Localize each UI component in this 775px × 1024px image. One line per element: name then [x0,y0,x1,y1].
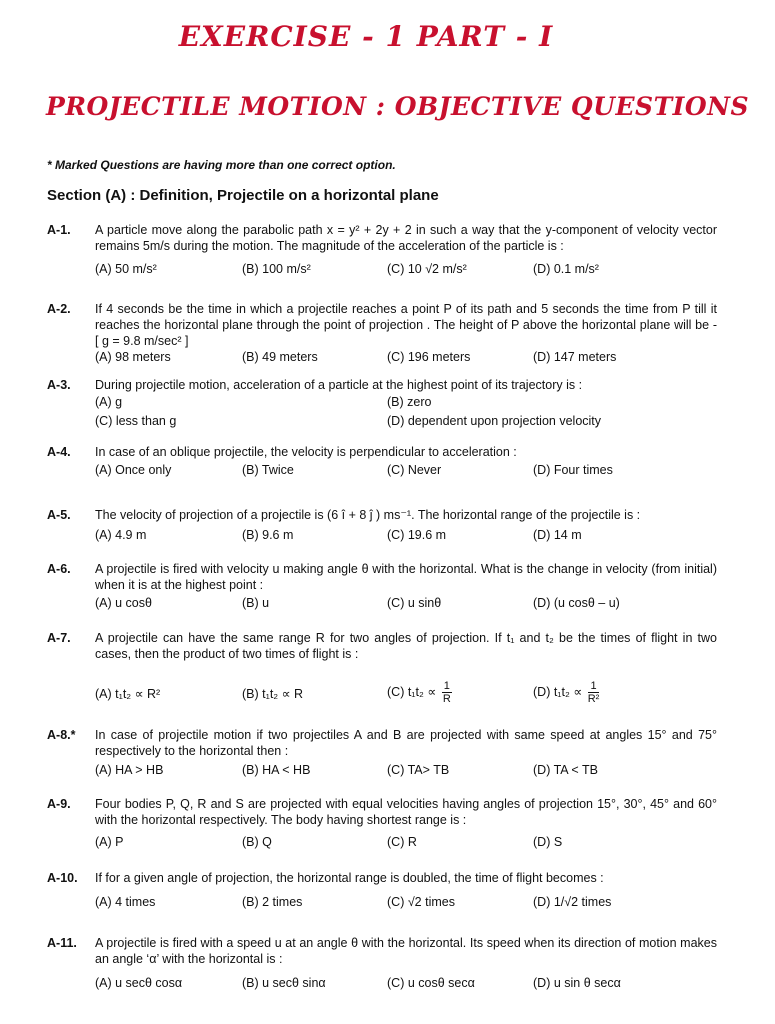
option-a: (A) t₁t₂ ∝ R² [95,687,161,701]
marked-questions-note: * Marked Questions are having more than one correct option. [47,158,396,172]
question-a4 [47,444,727,484]
option-c: (C) 196 meters [387,350,471,364]
option-c: (C) Never [387,463,442,477]
option-a: (A) P [95,835,124,849]
option-d [533,680,599,705]
fraction-denominator: R [442,693,451,705]
question-a1 [47,222,727,282]
option-c: (C) u cosθ secα [387,976,475,990]
option-c: (C) u sinθ [387,596,442,610]
option-d: (D) (u cosθ – u) [533,596,620,610]
option-b: (B) u secθ sinα [242,976,326,990]
option-c-label: (C) t₁t₂ ∝ [387,684,437,699]
option-d: (D) Four times [533,463,613,477]
option-a: (A) u cosθ [95,596,152,610]
option-c: (C) 19.6 m [387,528,447,542]
question-text: Four bodies P, Q, R and S are projected with equal velocities having angles of projection 15°, 30°, 45° and 60° with the horizontal respectively. The body having shortest range is : [95,797,717,827]
question-number: A-3. [47,378,71,392]
section-heading: Section (A) : Definition, Projectile on a horizontal plane [47,187,439,204]
option-b: (B) 100 m/s² [242,262,311,276]
option-b: (B) HA < HB [242,763,311,777]
question-text: The velocity of projection of a projectile is (6 î + 8 ĵ ) ms⁻¹. The horizontal range of the projectile is : [95,508,641,522]
option-d-label: (D) t₁t₂ ∝ [533,684,583,699]
option-d: (D) dependent upon projection velocity [387,414,602,428]
question-text: In case of an oblique projectile, the velocity is perpendicular to acceleration : [95,445,517,459]
question-number: A-5. [47,508,71,522]
option-d: (D) 1/√2 times [533,895,612,909]
question-a7 [47,630,727,712]
option-a: (A) HA > HB [95,763,164,777]
question-number: A-2. [47,302,71,316]
option-d: (D) u sin θ secα [533,976,621,990]
question-number: A-6. [47,562,71,576]
option-a: (A) 4 times [95,895,156,909]
question-text: A particle move along the parabolic path x = y² + 2y + 2 in such a way that the y-component of velocity vector remains 5m/s during the motion. The magnitude of the acceleration of the particle is : [95,223,717,253]
option-b: (B) u [242,596,270,610]
fraction-denominator: R² [587,693,600,705]
question-a2 [47,301,727,369]
question-number: A-1. [47,223,71,237]
options-row [95,261,735,279]
question-a11 [47,935,727,995]
chapter-title: PROJECTILE MOTION : OBJECTIVE QUESTIONS [45,92,750,121]
options-row [95,349,735,367]
option-c: (C) TA> TB [387,763,450,777]
question-a5 [47,507,727,547]
option-d: (D) 0.1 m/s² [533,262,599,276]
options-row [95,413,735,431]
option-c [387,680,452,705]
question-number: A-7. [47,631,71,645]
option-c: (C) less than g [95,414,177,428]
question-a10 [47,870,727,914]
option-b: (B) t₁t₂ ∝ R [242,687,304,701]
option-b: (B) Q [242,835,272,849]
question-number: A-4. [47,445,71,459]
option-b: (B) 9.6 m [242,528,294,542]
fraction-1-over-r-squared [588,680,600,705]
options-row [95,894,735,912]
question-a3 [47,377,727,433]
question-text: If for a given angle of projection, the horizontal range is doubled, the time of flight becomes : [95,871,604,885]
question-text: In case of projectile motion if two projectiles A and B are projected with same speed at angles 15° and 75° respectively to the horizontal then : [95,728,717,758]
question-number: A-9. [47,797,71,811]
option-d: (D) 14 m [533,528,582,542]
question-number: A-8.* [47,728,76,742]
option-d: (D) S [533,835,563,849]
options-row [95,834,735,852]
option-b: (B) 2 times [242,895,303,909]
option-c: (C) R [387,835,417,849]
option-b: (B) 49 meters [242,350,318,364]
fraction-1-over-r [442,680,452,705]
option-c: (C) √2 times [387,895,455,909]
option-a: (A) u secθ cosα [95,976,183,990]
option-c: (C) 10 √2 m/s² [387,262,467,276]
fraction-numerator: 1 [443,680,450,692]
options-row [95,762,735,780]
option-b: (B) zero [387,395,432,409]
fraction-numerator: 1 [588,680,600,693]
option-d: (D) 147 meters [533,350,617,364]
options-row [95,975,735,993]
question-a8 [47,727,727,783]
question-a6 [47,561,727,613]
option-a: (A) 50 m/s² [95,262,157,276]
option-a: (A) 98 meters [95,350,171,364]
option-a: (A) Once only [95,463,172,477]
question-number: A-11. [47,936,77,950]
question-number: A-10. [47,871,78,885]
option-a: (A) g [95,395,123,409]
exercise-title: EXERCISE - 1 PART - I [178,20,554,53]
question-text: During projectile motion, acceleration of a particle at the highest point of its trajectory is : [95,378,583,392]
options-row [95,527,735,545]
question-text: A projectile can have the same range R for two angles of projection. If t₁ and t₂ be the times of flight in two cases, then the product of two times of flight is : [95,631,717,661]
question-text: A projectile is fired with velocity u making angle θ with the horizontal. What is the change in velocity (from initial) when it is at the highest point : [95,562,717,592]
option-a: (A) 4.9 m [95,528,147,542]
question-text: If 4 seconds be the time in which a projectile reaches a point P of its path and 5 seconds the time from P till it reaches the horizontal plane through the point of projection . The height of P above the horizontal plane will be - [ g = 9.8 m/sec² ] [95,302,717,348]
option-b: (B) Twice [242,463,294,477]
options-row [95,462,735,480]
options-row [95,680,735,708]
question-a9 [47,796,727,852]
options-row [95,394,735,412]
option-d: (D) TA < TB [533,763,598,777]
options-row [95,595,735,613]
question-text: A projectile is fired with a speed u at an angle θ with the horizontal. Its speed when its direction of motion makes an angle ‘α’ with the horizontal is : [95,936,717,966]
